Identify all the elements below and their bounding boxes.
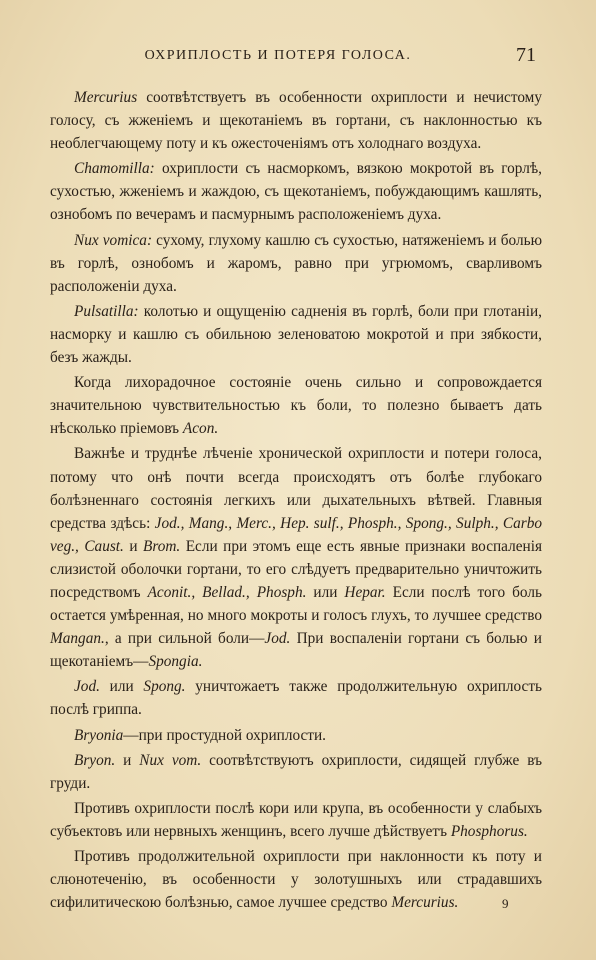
signature-mark: 9 <box>502 896 509 911</box>
remedy-name: Hepar. <box>344 583 386 601</box>
remedy-name: Acon. <box>182 420 219 438</box>
text-run: уничтожаетъ также продолжительную охриплость послѣ гриппа. <box>50 678 542 719</box>
remedy-name: Nux vom. <box>139 751 202 769</box>
text-run: Противъ продолжительной охриплости при наклонности къ поту и слюнотеченію, въ особенности у золотушныхъ или страдавшихъ сифилитическою болѣзнью, самое лучшее средство <box>50 848 542 912</box>
text-run: охриплости съ насморкомъ, вязкою мокротой въ горлѣ, сухостью, жженіемъ и жаждою, съ щекотаніемъ, побуждающимъ кашлять, ознобомъ по вечерамъ и пасмурнымъ расположеніемъ духа. <box>50 160 542 224</box>
running-title: ОХРИПЛОСТЬ И ПОТЕРЯ ГОЛОСА. <box>144 48 412 63</box>
text-run: —при простудной охриплости. <box>123 726 326 744</box>
text-run: и <box>115 751 140 769</box>
remedy-name: Brom. <box>143 537 181 555</box>
text-run: или <box>306 583 345 601</box>
text-run: или <box>99 678 144 696</box>
text-run: Когда лихорадочное состояніе очень сильно и сопровождается значительною чувствительностью къ боли, то полезно бываетъ дать нѣсколько пріемовъ <box>50 374 542 438</box>
paragraph <box>50 442 542 673</box>
page-number: 71 <box>516 44 536 66</box>
remedy-name: Spongia. <box>148 653 203 671</box>
text-run: сухому, глухому кашлю съ сухостью, натяженіемъ и болью въ горлѣ, ознобомъ и жаромъ, равно при угрюмомъ, сварливомъ расположеніи духа. <box>50 231 542 295</box>
paragraph <box>50 749 542 795</box>
text-run: , а при сильной боли— <box>104 630 265 648</box>
paragraph <box>50 86 542 155</box>
text-run: Если послѣ того боль остается умѣренная, но много мокроты и голосъ глухъ, то лучшее средство <box>50 583 542 625</box>
text-run: колотью и ощущенію садненія въ горлѣ, боли при глотаніи, насморку и кашлю съ обильною зеленоватою мокротой и при зябкости, безъ жажды. <box>50 302 542 367</box>
remedy-name: Nux vomica: <box>74 231 153 249</box>
remedy-name: Mercurius. <box>391 894 459 912</box>
remedy-name: Aconit., Bellad., Phosph. <box>147 583 307 601</box>
remedy-name: Jod. <box>264 630 291 648</box>
paragraph <box>50 300 542 369</box>
paragraph <box>50 157 542 226</box>
text-run: и <box>123 537 143 555</box>
text-run: Если при этомъ еще есть явные признаки воспаленія слизистой оболочки гортани, то его слѣдуетъ предварительно уничтожить посредствомъ <box>50 537 543 601</box>
text-run: соотвѣтствуетъ въ особенности охриплости и нечистому голосу, съ жженіемъ и щекотаніемъ въ гортани, съ наклонностью къ необлегчающему поту и къ ожесточеніямъ отъ холоднаго воздуха. <box>50 89 542 153</box>
paragraph <box>50 675 542 721</box>
remedy-name: Chamomilla: <box>74 160 155 178</box>
remedy-name: Mangan. <box>50 630 105 648</box>
paragraph <box>50 845 542 914</box>
paragraph <box>50 724 542 747</box>
text-run: соотвѣтствуютъ охриплости, сидящей глубже въ груди. <box>50 751 542 792</box>
remedy-name: Bryon. <box>74 751 116 769</box>
paragraph <box>50 229 542 298</box>
remedy-name: Pulsatilla: <box>74 302 139 320</box>
text-run: При воспаленіи гортани съ болью и щекотаніемъ— <box>50 630 542 671</box>
paragraph <box>50 797 542 843</box>
paragraph <box>50 371 542 440</box>
remedy-name: Jod., Mang., Merc., Hep. sulf., Phosph., Spong., Sulph., Carbo veg., Caust. <box>50 514 542 555</box>
body-text <box>50 86 542 914</box>
remedy-name: Spong. <box>143 678 186 696</box>
text-run: Важнѣе и труднѣе лѣченіе хронической охриплости и потери голоса, потому что онѣ почти всегда происходятъ отъ болѣе глубокаго болѣзненнаго состоянія легкихъ или дыхательныхъ вѣтвей. Главныя средства здѣсь: <box>50 445 542 532</box>
remedy-name: Mercurius <box>74 89 138 106</box>
remedy-name: Bryonia <box>74 726 124 744</box>
text-run: Противъ охриплости послѣ кори или крупа, въ особенности у слабыхъ субъектовъ или нервныхъ женщинъ, всего лучше дѣйствуетъ <box>50 799 542 840</box>
remedy-name: Jod. <box>74 678 100 696</box>
page-header <box>60 44 536 68</box>
remedy-name: Phosphorus. <box>450 822 528 840</box>
